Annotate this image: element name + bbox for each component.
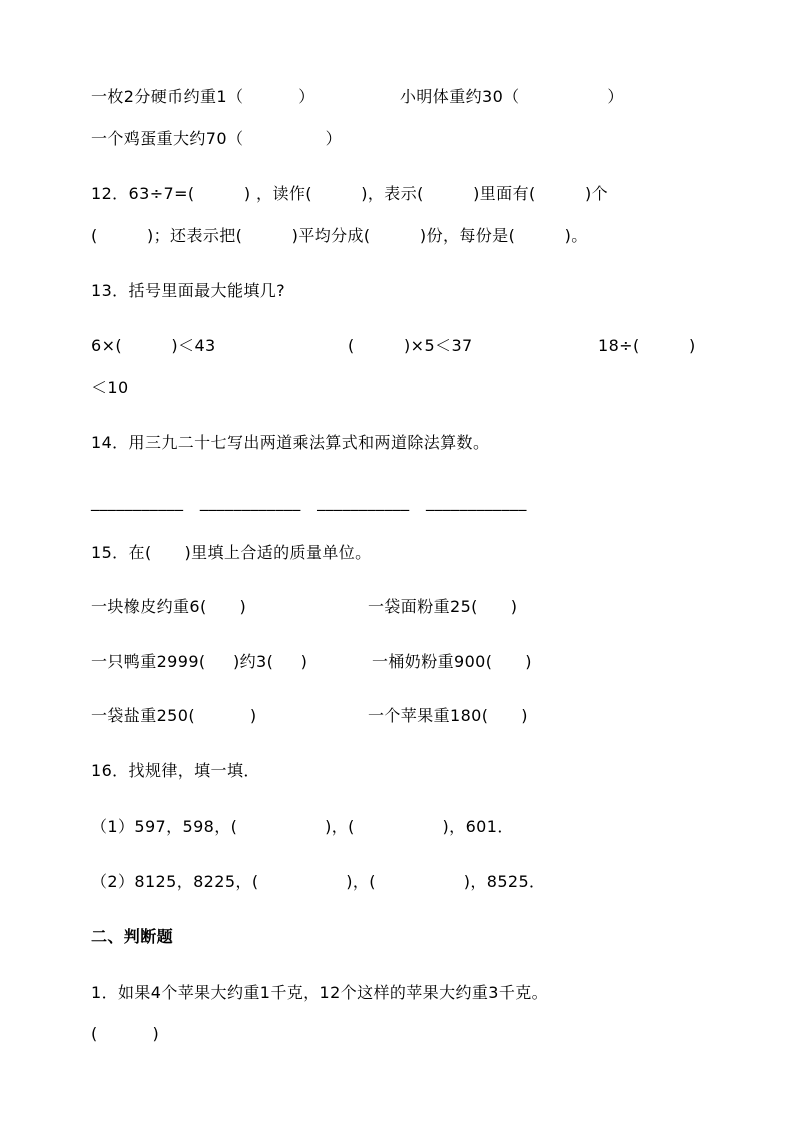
question-15-item: 一个苹果重180( ) bbox=[368, 706, 528, 725]
question-13-item-c-cont: ＜10 bbox=[91, 378, 129, 397]
question-16-item-2: （2）8125，8225，( )，( )，8525． bbox=[91, 872, 546, 891]
question-16-item-1: （1）597，598，( )，( )，601． bbox=[91, 817, 514, 836]
question-12-line-2: ( )；还表示把( )平均分成( )份，每份是( )。 bbox=[91, 226, 588, 245]
question-line: 一个鸡蛋重大约70（ ） bbox=[91, 129, 343, 148]
question-13-title: 13．括号里面最大能填几? bbox=[91, 281, 286, 300]
judgment-answer-blank: ( ) bbox=[91, 1024, 160, 1043]
question-15-item: 一袋面粉重25( ) bbox=[368, 597, 518, 616]
question-14-title: 14．用三九二十七写出两道乘法算式和两道除法算数。 bbox=[91, 433, 490, 452]
question-13-item-a: 6×( )＜43 bbox=[91, 336, 216, 355]
question-15-title: 15．在( )里填上合适的质量单位。 bbox=[91, 543, 372, 562]
question-12-line-1: 12．63÷7=( ) ，读作( )，表示( )里面有( )个 bbox=[91, 184, 609, 203]
question-15-item: 一桶奶粉重900( ) bbox=[372, 652, 532, 671]
section-heading: 二、判断题 bbox=[91, 927, 174, 946]
question-line: 小明体重约30（ ） bbox=[400, 87, 624, 106]
question-line: 一枚2分硬币约重1（ ） bbox=[91, 87, 315, 106]
question-15-item: 一只鸭重2999( )约3( ) bbox=[91, 652, 308, 671]
question-16-title: 16．找规律，填一填． bbox=[91, 761, 260, 780]
question-13-item-b: ( )×5＜37 bbox=[348, 336, 473, 355]
question-13-item-c: 18÷( ) bbox=[598, 336, 696, 355]
answer-blank-lines: ___________ ____________ ___________ ____________ bbox=[91, 492, 527, 511]
judgment-question-1: 1．如果4个苹果大约重1千克，12个这样的苹果大约重3千克。 bbox=[91, 983, 549, 1002]
question-15-item: 一块橡皮约重6( ) bbox=[91, 597, 247, 616]
question-15-item: 一袋盐重250( ) bbox=[91, 706, 257, 725]
